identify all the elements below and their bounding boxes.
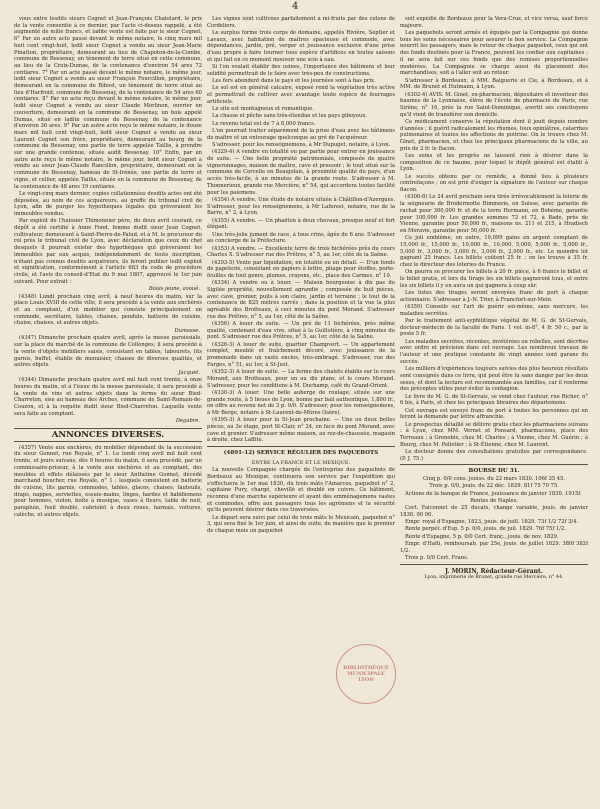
notice-4359: (4359) Conseils sur l'art de guérir soi-même, sans mercure, les maladies secrètes. <box>400 304 588 317</box>
stamp-line-3: LYON <box>358 677 374 683</box>
printer-line: Lyon, imprimerie de Brunet, grande rue Mercière, n° 44. <box>424 574 564 580</box>
notice-4334: (4334) A vendre ou à louer. — Maison bourgeoise à dix pas du Sigilée proprièté, nouvellement agrandie ; composée de huit pièces, avec cave, grenier, puits à son claire, jardin et terraine ; le tout de la contenance de 825 mètres carrés ; dans la position et la vue la plus agréable des Brotteaux, à ceci minutes du pont Morand. S'adresser rue des Prêtres, n° 5, au 1er, côté de la Saône. <box>207 280 395 320</box>
notice-4300: (4300-8) Le 24 avril prochain sera tirée irrévocablement la loterie de la seigneurie de Brodermotte Rimmeris, en Suisse, avec garantie de rachat pour 300,000 fr. et de la terre Hermann, en Bohème, garantie pour 100,000 fr. Les grandes sommes 72 et 72, à Bade, près de Vienne, garantie pour 50,000 fr., maisons ns. 211 et 215, à Hradisch en Moravie, garantie pour 50,000 fr. <box>400 194 588 234</box>
notice-4355: (4355) A vendre. — Un phaëton à deux chevaux, presque neuf et fort élégant. <box>207 217 395 231</box>
notice-4348: (4348) Lundi prochain cinq avril, à neuf heures du matin, sur la place Louis XVIII de cette ville, il sera procédé à la vente aux enchères et au comptant, d'un mobilier qui consiste principalement en commode, secrétaire, tables, chaises, pendule, batterie de cuisine, chaise, chaises, et autres objets. <box>14 293 202 327</box>
notice-4302: (4302-4) AVIS. M. Ginet, ex-pharmacien, dépositaire et inventeur des baumes de la Lyonnaise, élève de l'école de pharmacie de Paris, rue Sirène, n° 16, près la rue Saint-Dominique, avertit ses concitoyens qu'il vient de transférer son domicile. <box>400 91 588 118</box>
paquebots-title: (4891-12) SERVICE RÉGULIER DES PAQUEBOTS <box>223 450 379 457</box>
paquebots-p2: Le départ sera suivi par celui de trois mâts le Mexicain, paquebot n° 3, qui sera fixé le 1er juin, et ainsi de suite, de manière que le premier de chaque mois un paquebot <box>207 514 395 535</box>
property-contact: S'adresser, pour les renseignemens, à Mr Dupuget, notaire, à Lyon. <box>212 142 391 148</box>
notice-4359-envoi: Cet ouvrage est envoyé franc de port à toutes les personnes qui en feront la demande par lettre affranchie. <box>400 407 588 421</box>
column-3 <box>400 16 588 802</box>
bourse-line-3: Actions de la banque de France, jouissance de janvier 1830. 1915f. <box>405 490 582 497</box>
notice-4356: (4356) A louer de suite. — Un pré de 11 bichérées, près même qualité, contenant d'eau vive, situé à la Guillotière, à cinq minutes du pont. S'adresser rue des Prêtres, n° 5, au 1er, côté de la Saône. <box>207 321 395 341</box>
column-1 <box>14 16 202 802</box>
notice-4347: (4347) Dimanche prochain quatre avril, après la messe paroissiale, sur la place du marché de la commune de Collonges, il sera procédé à la vente d'objets mobiliers saisis, consistant en tables, tabourets, lits garnis, buffet, établis de menuisier, chaises de diverses qualités, et autres objets. <box>14 335 202 369</box>
paquebots-continued: soit expédié de Bordeaux pour la Vera-Cruz, et vice versa, sauf force majeure. <box>400 16 588 29</box>
notice-4359-vente: Le livre de M. G. de St-Gervais, se vend chez l'auteur, rue Richer, n° 6 bis, à Paris, et chez les principaux libraires des départemens. <box>400 393 588 407</box>
paquebots-subtitle: ENTRE LA FRANCE ET LE MEXIQUE. <box>251 459 351 466</box>
columns <box>14 16 588 802</box>
signature-bouis: Bouis jeune, avoué. <box>148 285 200 292</box>
bourse-line-2: Trois p. 0/0, jouis. du 22 déc. 1829. 81f 75 70 75. <box>429 483 559 490</box>
notice-4359-experiences: Les milliers d'expériences toujours suivies des plus heureux résultats sont consignés dans ce livre, qui peut être lu sans danger par les deux sexes, et dont la lecture est recommandée aux familles, car il renferme des préceptes utiles pour éviter la contagion. <box>400 366 588 393</box>
notice-4354: (4354) A vendre. Une étude de notaire située à Châtillon-d'Azergues. S'adresser, pour les renseignemens, à Mr Laforest, notaire, rue de la Barre, n° 2, à Lyon. <box>207 196 395 217</box>
property-prise-eau: L'on pourrait traiter séparément de la prise d'eau avec les bâtimens de maître et un entourage quelconque au gré de l'acquéreur. <box>207 128 395 141</box>
notice-4302-contrefacons: Le succès obtenu par ce remède, a donné lieu à plusieurs contrefaçons ; on est prié d'exiger la signature de l'auteur sur chaque flacon. <box>400 173 588 194</box>
notice-4326: (4326-3) A louer de suite, quartier Champvert. — Un appartement complet, meublé et fraîchement décoré, avec jouissance de la promenade dans un vaste enclos, très-ombragé. S'adresser, rue des Farges, n° 51, au 1er, à St-Just. <box>207 341 395 368</box>
divider <box>207 446 395 447</box>
notice-4359-maladies: Les maladies secrètes, récentes, invétérées ou rebelles, sont décrites avec ordre et précision dans cet ouvrage. Les nombreux travaux de l'auteur et une pratique constante de vingt années sont garans du succès. <box>400 338 588 365</box>
notice-4329: (4329-4) A vendre en totalité ou par partie pour entrer en jouissance de suite. — Une belle propriété patrimoniale, composée de quatre vigneronnages, maison de maître, cave et pressoir ; le tout situé sur la commune de Cercelle en Beaujolais, à proximité qualité du pays, d'un accès très-facile, à un minutes de la grande route. S'adresser à M. Thonnerieux, grande rue Mercière, n° 54, qui accordera toutes facilité pour les paiemens. <box>207 149 395 196</box>
bourse-line-10: Trois p. 0/0 Cert. Frans. <box>405 555 469 562</box>
notice-4300-listes: Les listes des tirages seront envoyées franc de port à chaque actionnaire. S'adresser à J.-N. Trier, à Francfort-sur-Mein. <box>400 290 588 303</box>
stamp-line-2: MUNICIPALE <box>347 671 385 677</box>
bourse-line-4: Rentes de Naples. <box>470 497 518 504</box>
property-domains: Le surplus forme trois corps de domaine, appelés Rivière, Septier et Lavaux, avec habitation de maîtres spacieuse et commode, avec dépendances, jardin, pré, verger et jouissance exclusive d'une prise d'eau propre à faire tourner tous espèce d'artifices en toutes saisons et qui fait en ce moment mouvoir une scie à eau. <box>207 30 395 63</box>
property-sol: Le sol est en général calcaire, exposé rend la végétation très active et permettrait de cultiver avec avantage toute espèce de fourrages artificiels. <box>207 85 395 105</box>
signature-dumasse: Dumasse. <box>174 327 200 334</box>
notice-4357: (4357) Vente aux enchères, du mobilier dépendant de la succession du sieur Gonnet, rue Royale, n° 1. Le lundi cinq avril mil huit cent trente, et jours suivans, dès 9 heures du matin, il sera procédé, par un commissaire-priseur, à la vente aux enchères et au comptant, des meubles et effets délaissés par le sieur Anthelme Gonnet, décédé marchand boucher, rue Royale, n° 1 ; lesquels consistent en batterie de cuisine, lits garnis, commodes, tables, glaces, chaises, fauteuils, draps, nappes, serviettes, essuie-mains, linges, hardes et habillemens pour hommes, violon, boîte à musique, vases à fleurs, table de nuit, parapluie, fusil double, cabriolet à deux roues, harnais, voitures, calèche, et autres objets. <box>14 444 202 518</box>
page-number: 4 <box>292 1 299 12</box>
notice-4302-soins: Les soins et les progrès ne laissent rien à désirer dans la composition de ce baume, pour lequel le dépôt général est établi à Lyon. <box>400 153 588 173</box>
library-stamp <box>336 644 396 704</box>
notice-4302-medicament: Ce médicament conserve la réputation dont il jouit depuis nombre d'années ; il guérit radicalement les rhumes, toux opiniâtres, catarrhes pulmonaires et toutes les affections de poitrine. On le trouve chez M. Ginet, pharmacien, et chez les principaux pharmaciens de la ville, au prix de 2 fr. le flacon. <box>400 118 588 152</box>
divider <box>400 564 588 565</box>
bourse-line-8: Rente d'Espagne, 5 p. 0/0 Cert. franç., jouis. de nov. 1829. <box>405 533 559 540</box>
notice-4344: (4344) Dimanche prochain quatre avril mil huit cent trente, à onze heures du matin, et à l'issue de la messe paroissiale, il sera procédé à la vente de vins et autres objets dans la ferme du sieur Bied-Charreton, sise au hameau des Arches, commune de Saint-Romain-de-Couzon, et à la requête dudit sieur Bied-Charreton. Laquelle vente sera faite au comptant. <box>14 377 202 417</box>
notice-4355-jument: Une très-jolie jument de race, à tous crins, âgée de 6 ans. S'adresser au concierge de la Préfecture. <box>207 231 395 245</box>
notice-4395: (4395-3) A louer pour la St-Jean prochaine. — Une ou deux belles pièces, au 3e étage, port St-Clair, n° 24, en face du pont Morand, avec cave et grenier. S'adresser même maison, au rez-de-chaussée, magasin à droite, chez Laffite. <box>207 417 395 444</box>
property-revenu: Le revenu total est de 7 à 8,000 francs. <box>212 120 316 127</box>
paquebots-p1: La nouvelle Compagnie chargée de l'entreprise des paquebots de Bordeaux au Mexique, continuera son service par l'expédition qui s'effectuera le 1er mai 1830, du trois mâts l'Amarcos, paquebot n° 2, capitaine Pury, chargé, chevillé et doublé en cuivre. Ce bâtiment, reconnu d'une marche supérieure et ayant des emménagemens vastes et commodes, offre aux passagers tous les agrémens et la sécurité qu'ils peuvent désirer dans ces traversées. <box>207 467 395 514</box>
paquebots-contact: S'adresser à Bordeaux, à MM. Balguerie et Cie, à Bordeaux, et à MM. de Brunet et Hutmann, à Lyon. <box>400 77 588 91</box>
property-usines: Si l'on voulait établir des usines, l'importance des bâtimens et leur solidité permettrait de le faire avec très-peu de constructions. <box>207 64 395 77</box>
property-fers: Les fers abondent dans le pays et les journées sont à bas prix. <box>212 78 376 85</box>
paquebots-service: Les paquebots seront armés et équipés par la Compagnie qui donne tous les soins nécessaires pour assurer le bon service. La Compagnie nourrit les passagers, mais le retour de chaque paquebot, ceux qui ont des fonds destinés pour la France, peuvent les confier aux capitaines ; il ne sera fait sur ces fonds que des remises proportionnelles modérées. La Compagnie se charge aussi du placement des marchandises, soit à l'aller soit au retour. <box>400 30 588 77</box>
bourse-line-7: Rente perpét. d'Esp. 5 p. 0/0, jouis. de juil. 1829. 76f 75f 1/2. <box>405 526 566 533</box>
legal-notice-exploit: Par exploit de l'huissier Thimonnier père, du deux avril courant, ce dépôt a été certifié à Anne Fond, femme dudit sieur Jean Cognet, cultivateur, demeurant à Saint-Pierre-de-Palud, et à M. le procureur du roi près le tribunal civil de Lyon, avec déclaration que ceux du chef desquels il pourrait exister des hypothèques qui grèveraient les immeubles par eux acquis, indépendamment de toute inscription, n'étant pas connus desdits acquéreurs, ils feront publier ledit exploit et signification, conformément à l'article 683 du code de procédure civile, et l'avis du conseil-d'Etat du 9 mai 1807, approuvé le 1er juin suivant. Pour extrait : <box>14 218 202 285</box>
bourse-line-9: Empr. d'Haïti, remboursab. par 25e, jouis. de juillet 1829. 380f 382f 1/2. <box>400 541 588 554</box>
notice-4359-traitement: Par le traitement anti-syphilitique végétal de M. G. de St-Gervais, docteur-médecin de la faculté de Paris. 1 vol. in-8°, 4 fr. 50 c., par la poste 5 fr. <box>400 318 588 338</box>
bourse-title: BOURSE DU 31. <box>468 468 520 475</box>
notice-4293: (4293-5) Vente par liquidation, en totalité ou en détail. — D'un fonds de papeterie, consistant en papiers à lettre, pliage pour étoffes, porte-feuilles de tout genre, plumes, crayons, etc., place des Carmes, n° 10. <box>207 259 395 279</box>
legal-notice-deposit: Le vingt-cinq mars dernier, copies collationnées desdits actes ont été déposées, au nom de ces acquéreurs, au greffe du tribunal civil de Lyon, afin de purger les hypothèques légales qui grèveraient les immeubles vendus. <box>14 190 202 217</box>
notice-4330: (4330-3) A louer. Une belle auberge de roulage, située sur une grande route, à 5 lieues de Lyon, bonne par bail authentique, 1,800 fr., on offre au revenu net de 3 p. 0/0. S'adresser, pour les renseignemens, à Mr Berge, notaire à St-Laurent-de-Mûres (Isère). <box>207 389 395 416</box>
signature-degabre: Degabre. <box>175 418 200 425</box>
bourse-line-5: Cert. Falconnet de 25 ducats, change variable, jouis. de janvier 1830. 90 90. <box>400 505 588 518</box>
legal-notice-cognet: vous entre lesdits sieurs Cognet et Jean-François Chatelard, le prix de la vente consentie à ce dernier, par l'acte ci-dessus rappelé, a été augmenté de mille francs, et ladite vente est faite par le sieur Cognet, 6° Par un autre acte passé devant le même notaire, le cinq mars mil huit cent vingt-huit, ledit sieur Cognet a vendu au sieur Jean-Marie Pinatton, propriétaire, demeurant au lieu de Chapoton-de-la-Combe, commune de Bessenay, un tènement de terre situé en cette commune, au lieu de la Croix-Dumas, de la contenance d'environ 54 ares 72 centiares. 7° Par un acte passé devant le même notaire, le même jour, ledit sieur Cognet a vendu au sieur François Fourcillon, propriétaire, demeurant en la commune de Bibost, un tènement de terre situé au lieu d'Harfroid, commune de Bessenay, de la contenance de 54 ares 60 centiares. 8° Par un acte reçu devant le même notaire, le même jour, ledit sieur Cognet a vendu au sieur Claude Morlinon, ouvrier en couverture, demeurant en la commune de Bessenay, un bois appelé Dumas, situé en ladite commune de Bessenay, de la contenance d'environ 36 ares. 9° Par un autre acte reçu le même notaire, le douze mars mil huit cent vingt-huit, ledit sieur Cognet a vendu au sieur Laurent Cognet son frère, propriétaire, demeurant au bourg de la commune de Bessenay, une partie de terre appelée Taillis, à prendre sur une grande contenue, située audit Bessenay. 10° Enfin, par un autre acte reçu le même notaire, le même jour, ledit sieur Cognet a vendu au sieur Jean-Claude Rancillon, propriétaire, demeurant en la commune de Bessenay, hameau de St-Irénée, une partie de terre et vigne, et cellier, appelée Taillis, située en la commune de Bessenay, de la contenance de 48 ares 19 centiares. <box>14 16 202 190</box>
notice-4300-gains: Ce joli emblème, on outre, 19,099 gains en argent comptant de 15,000 fr., 15,000 fr., 10,000 fr., 10,000, 5,000, 5,000 fr., 5,000 fr., 5,000 fr., 3,000 fr., 3,000 fr., 3,000 fr., 2,000 fr., etc. Le moindre lot gagnant 25 francs. Les billets coûtent 25 fr. ; on les trouve à 35 fr. chez le directeur des loteries de France. <box>400 235 588 269</box>
notice-4359-consultations: Le docteur donne des consultations gratuites par correspondance. (P. J. 75.) <box>400 448 588 462</box>
notice-4353: (4353) A vendre. — Excellente terre de trois bichérées près du cours Charles X. S'adresser rue des Prêtres, n° 5, au 1er, côté de la Saône. <box>207 245 395 259</box>
divider <box>400 464 588 465</box>
stamp-line-1: BIBLIOTHÈQUE <box>343 665 389 671</box>
notice-4300-billets: On pourra se procurer les billets à 20 fr. pièce, à 6 francs le billet et le billet gratis, et lors du tirage les six billets gagneront tous, et entre les six billets il y en aura un qui gagnera à coup sûr. <box>400 269 588 289</box>
property-vines: Les vignes sont cultivées parfaitement à mi-fruits par des colons de Cordeliers. <box>207 16 395 29</box>
section-annonces-diverses: ANNONCES DIVERSES. <box>14 428 202 442</box>
notice-4352: (4352-3) A louer de suite. — La ferme des chalets établis sur le cours Morand, aux Brotteaux, pour un ou dix plans, et le cours Morand. S'adresser, pour les conditions à M. Duchamp, café du Grand-Orient. <box>207 369 395 389</box>
bourse-line-6: Empr. royal d'Espagne, 1823, jouis. de juill. 1829. 73f 1/2 72f 3/4. <box>405 519 579 526</box>
property-chasse: La chasse et pêche sans très-étendue et les pays giboyeux. <box>212 113 367 120</box>
editor-signature: J. MORIN, Rédacteur-Gérant. <box>445 567 543 575</box>
property-site: Le site est montagneux et romantique. <box>212 106 314 113</box>
notice-4359-prospectus: Le prospectus détaillé se délivre gratis chez les pharmaciens suivans : à Lyon, chez MM. Vernet et Ponsard, pharmaciens, place des Terreaux ; à Grenoble, chez M. Charles ; à Vienne, chez M. Guérin ; à Bourg, chez M. Pelletier ; à St-Étienne, chez M. Laurent. <box>400 421 588 448</box>
bourse-line-1: Cinq p. 0/0 cons. jouiss. du 22 mars 1830. 106f 35 45. <box>422 475 566 482</box>
signature-jacquet: Jacquet. <box>178 369 200 376</box>
